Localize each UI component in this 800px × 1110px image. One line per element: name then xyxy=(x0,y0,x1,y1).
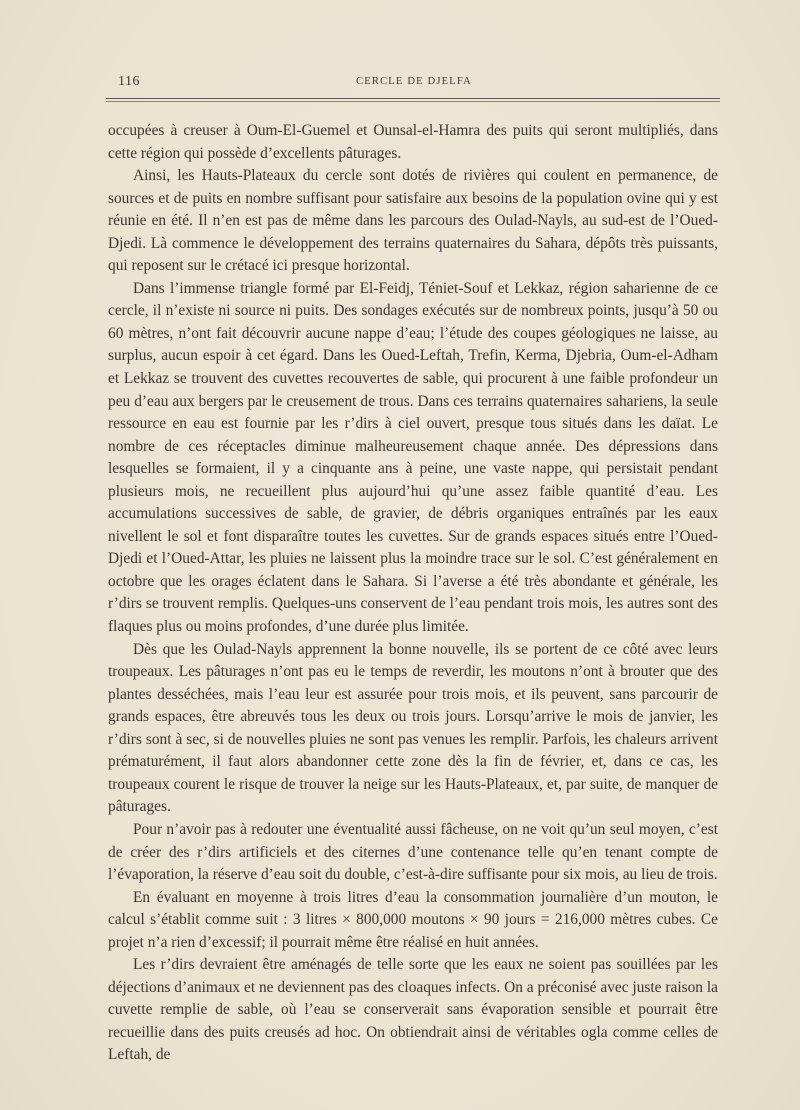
paragraph-3: Dans l’immense triangle formé par El-Feidj, Téniet-Souf et Lekkaz, région saharienne de ce cercle, il n’existe ni source ni puits. Des sondages exécutés sur de nombreux points, jusqu’à 50 ou 60 mètres, n’ont fait découvrir aucune nappe d’eau; l’étude des coupes géologiques ne laisse, au surplus, aucun espoir à cet égard. Dans les Oued-Leftah, Trefin, Kerma, Djebria, Oum-el-Adham et Lekkaz se trouvent des cuvettes recouvertes de sable, qui procurent à une faible profondeur un peu d’eau aux bergers par le creusement de trous. Dans ces terrains quaternaires sahariens, la seule ressource en eau est fournie par les r’dirs à ciel ouvert, presque tous situés dans les daïat. Le nombre de ces réceptacles diminue malheureusement chaque année. Des dépressions dans lesquelles se formaient, il y a cinquante ans à peine, une vaste nappe, qui persistait pendant plusieurs mois, ne recueillent plus aujourd’hui qu’une assez faible quantité d’eau. Les accumulations successives de sable, de gravier, de débris organiques entraînés par les eaux nivellent le sol et font disparaître toutes les cuvettes. Sur de grands espaces situés entre l’Oued-Djedi et l’Oued-Attar, les pluies ne laissent plus la moindre trace sur le sol. C’est généralement en octobre que les orages éclatent dans le Sahara. Si l’averse a été très abondante et générale, les r’dirs se trouvent remplis. Quelques-uns conservent de l’eau pendant trois mois, les autres sont des flaques plus ou moins profondes, d’une durée plus limitée. xyxy=(108,279,718,636)
paragraph-7: Les r’dirs devraient être aménagés de telle sorte que les eaux ne soient pas souillées par les déjections d’animaux et ne deviennent pas des cloaques infects. On a préconisé avec juste raison la cuvette remplie de sable, où l’eau se conserverait sans évaporation sensible et pourrait être recueillie dans des puits creusés ad hoc. On obtiendrait ainsi de véritables ogla comme celles de Leftah, de xyxy=(108,956,718,1064)
paragraph-1: occupées à creuser à Oum-El-Guemel et Ounsal-el-Hamra des puits qui seront multipliés, dans cette région qui possède d’excellents pâturages. xyxy=(108,122,718,162)
header-rule-secondary xyxy=(106,101,720,102)
running-title: CERCLE DE DJELFA xyxy=(356,76,472,87)
paragraph-5: Pour n’avoir pas à redouter une éventualité aussi fâcheuse, on ne voit qu’un seul moyen, c’est de créer des r’dirs artificiels et des citernes d’une contenance telle qu’en tenant compte de l’évaporation, la réserve d’eau soit du double, c’est-à-dire suffisante pour six mois, au lieu de trois. xyxy=(108,820,718,884)
page-number: 116 xyxy=(118,74,140,89)
running-head xyxy=(108,74,720,92)
paragraph-4: Dès que les Oulad-Nayls apprennent la bonne nouvelle, ils se portent de ce côté avec leurs troupeaux. Les pâturages n’ont pas eu le temps de reverdir, les moutons n’ont à brouter que des plantes desséchées, mais l’eau leur est assurée pour trois mois, et ils peuvent, sans parcourir de grands espaces, être abreuvés tous les deux ou trois jours. Lorsqu’arrive le mois de janvier, les r’dirs sont à sec, si de nouvelles pluies ne sont pas venues les remplir. Parfois, les chaleurs arrivent prématurément, il faut alors abandonner cette zone dès la fin de février, et, dans ce cas, les troupeaux courent le risque de trouver la neige sur les Hauts-Plateaux, et, par suite, de manquer de pâturages. xyxy=(108,640,718,816)
paragraph-6: En évaluant en moyenne à trois litres d’eau la consommation journalière d’un mouton, le calcul s’établit comme suit : 3 litres × 800,000 moutons × 90 jours = 216,000 mètres cubes. Ce projet n’a rien d’excessif; il pourrait même être réalisé en huit années. xyxy=(108,888,718,951)
body-text xyxy=(108,120,718,1067)
header-rule xyxy=(106,98,720,99)
paragraph-2: Ainsi, les Hauts-Plateaux du cercle sont dotés de rivières qui coulent en permanence, de sources et de puits en nombre suffisant pour satisfaire aux besoins de la population ovine qui y est réunie en été. Il n’en est pas de même dans les parcours des Oulad-Nayls, au sud-est de l’Oued-Djedi. Là commence le développement des terrains quaternaires du Sahara, dépôts très puissants, qui reposent sur le crétacé ici presque horizontal. xyxy=(108,167,718,275)
